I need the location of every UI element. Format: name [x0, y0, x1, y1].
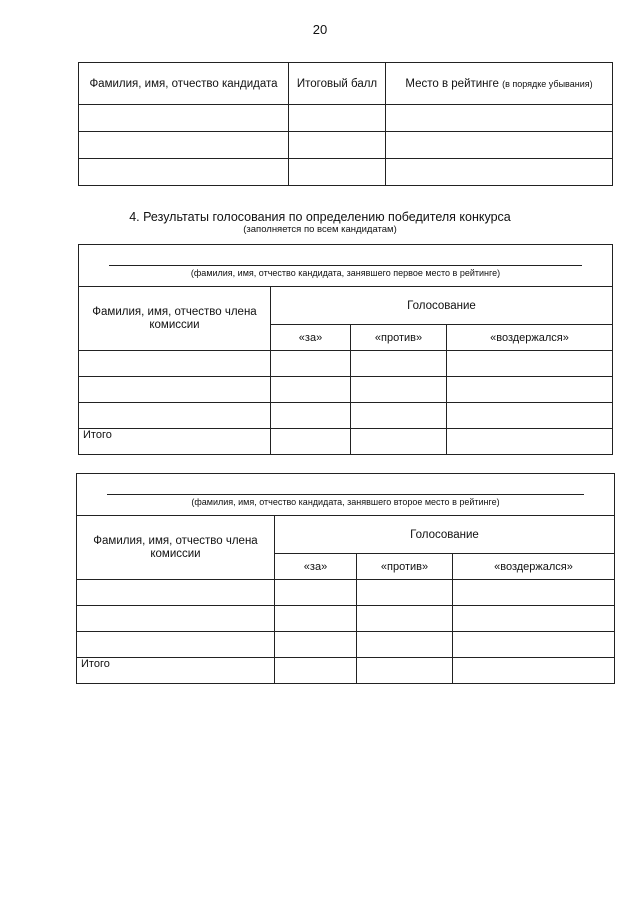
place-cell[interactable] [386, 132, 613, 159]
for-cell[interactable] [275, 606, 357, 632]
member-header [79, 287, 271, 351]
total-for-cell[interactable] [271, 429, 351, 455]
candidate-name-line [107, 494, 584, 495]
table-row [77, 632, 615, 658]
candidate-row [79, 245, 613, 287]
candidate-name-cell[interactable] [77, 474, 615, 516]
abstain-cell[interactable] [453, 580, 615, 606]
name-cell[interactable] [79, 159, 289, 186]
abstain-cell[interactable] [447, 351, 613, 377]
vote-header-row [79, 287, 613, 325]
against-cell[interactable] [351, 377, 447, 403]
ranking-header-row [79, 63, 613, 105]
page-number: 20 [312, 22, 328, 37]
total-row [77, 658, 615, 684]
candidate-row [77, 474, 615, 516]
member-cell[interactable] [79, 351, 271, 377]
member-cell[interactable] [77, 580, 275, 606]
abstain-cell[interactable] [453, 606, 615, 632]
ranking-table [78, 62, 613, 186]
total-label: Итого [77, 658, 275, 684]
score-cell[interactable] [289, 105, 386, 132]
for-cell[interactable] [271, 377, 351, 403]
member-header [77, 516, 275, 580]
total-abstain-cell[interactable] [447, 429, 613, 455]
against-cell[interactable] [351, 351, 447, 377]
for-cell[interactable] [271, 403, 351, 429]
name-cell[interactable] [79, 132, 289, 159]
candidate-caption: (фамилия, имя, отчество кандидата, занявшего второе место в рейтинге) [191, 497, 500, 507]
option-against: «против» [351, 325, 447, 351]
header-candidate-name: Фамилия, имя, отчество кандидата [79, 63, 289, 105]
candidate-name-cell[interactable] [79, 245, 613, 287]
candidate-name-line [109, 265, 582, 266]
member-header-line1: Фамилия, имя, отчество члена [93, 534, 258, 547]
against-cell[interactable] [357, 580, 453, 606]
against-cell[interactable] [357, 632, 453, 658]
member-header-line1: Фамилия, имя, отчество члена [92, 305, 257, 318]
total-against-cell[interactable] [357, 658, 453, 684]
voting-header: Голосование [275, 516, 615, 554]
total-against-cell[interactable] [351, 429, 447, 455]
member-cell[interactable] [79, 403, 271, 429]
candidate-caption: (фамилия, имя, отчество кандидата, занявшего первое место в рейтинге) [190, 268, 501, 278]
vote-header-row [77, 516, 615, 554]
table-row [79, 132, 613, 159]
for-cell[interactable] [271, 351, 351, 377]
table-row [79, 403, 613, 429]
place-cell[interactable] [386, 159, 613, 186]
score-cell[interactable] [289, 159, 386, 186]
header-final-score: Итоговый балл [289, 63, 386, 105]
abstain-cell[interactable] [453, 632, 615, 658]
section-title: 4. Результаты голосования по определению победителя конкурса [129, 210, 511, 224]
name-cell[interactable] [79, 105, 289, 132]
place-cell[interactable] [386, 105, 613, 132]
vote-table-second-place [76, 473, 615, 684]
member-header-line2: комиссии [149, 318, 200, 331]
table-row [77, 580, 615, 606]
member-header-line2: комиссии [150, 547, 201, 560]
option-against: «против» [357, 554, 453, 580]
vote-table-first-place [78, 244, 613, 455]
table-row [79, 377, 613, 403]
for-cell[interactable] [275, 580, 357, 606]
table-row [79, 105, 613, 132]
against-cell[interactable] [357, 606, 453, 632]
section-subtitle: (заполняется по всем кандидатам) [243, 224, 397, 235]
for-cell[interactable] [275, 632, 357, 658]
table-row [79, 159, 613, 186]
abstain-cell[interactable] [447, 403, 613, 429]
member-cell[interactable] [77, 606, 275, 632]
total-abstain-cell[interactable] [453, 658, 615, 684]
table-row [77, 606, 615, 632]
member-cell[interactable] [79, 377, 271, 403]
voting-header: Голосование [271, 287, 613, 325]
against-cell[interactable] [351, 403, 447, 429]
option-abstain: «воздержался» [453, 554, 615, 580]
option-abstain: «воздержался» [447, 325, 613, 351]
header-rating-place-note: (в порядке убывания) [502, 78, 593, 89]
option-for: «за» [271, 325, 351, 351]
header-rating-place [386, 63, 613, 105]
abstain-cell[interactable] [447, 377, 613, 403]
score-cell[interactable] [289, 132, 386, 159]
total-row [79, 429, 613, 455]
option-for: «за» [275, 554, 357, 580]
header-rating-place-main: Место в рейтинге [405, 77, 499, 90]
table-row [79, 351, 613, 377]
total-label: Итого [79, 429, 271, 455]
total-for-cell[interactable] [275, 658, 357, 684]
member-cell[interactable] [77, 632, 275, 658]
